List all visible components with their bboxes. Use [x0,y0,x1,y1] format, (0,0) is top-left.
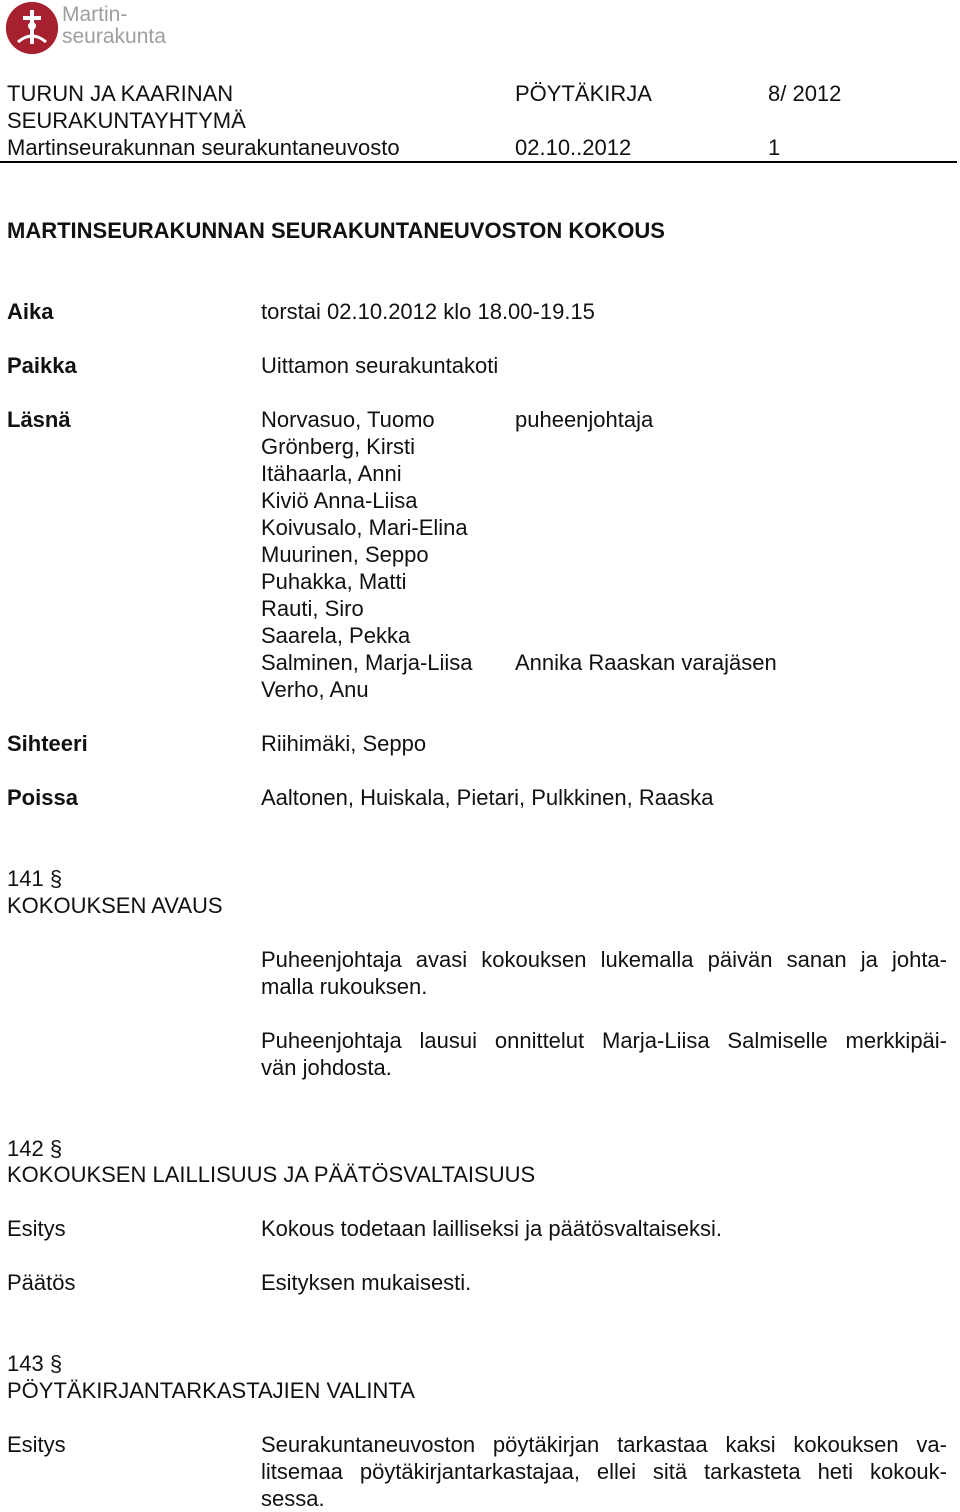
church-logo-icon [6,2,58,54]
paatos-label: Päätös [7,1270,76,1295]
present-member: Koivusalo, Mari-Elina [261,515,468,540]
paragraph-line: malla rukouksen. [261,974,428,999]
esitys-label: Esitys [7,1216,66,1241]
logo-line1: Martin- [62,3,128,26]
martin-seurakunta-logo [6,2,206,54]
doc-number: 8/ 2012 [768,81,842,106]
present-list [261,406,473,703]
poissa-label: Poissa [7,785,78,810]
present-member: Salminen, Marja-Liisa [261,650,473,675]
esitys-text: Kokous todetaan lailliseksi ja päätösvaltaiseksi. [261,1216,723,1241]
body-name: Martinseurakunnan seurakuntaneuvosto [7,135,400,160]
org-line1: TURUN JA KAARINAN [7,81,234,106]
poissa-value: Aaltonen, Huiskala, Pietari, Pulkkinen, Raaska [261,785,714,810]
section-141-heading: KOKOUKSEN AVAUS [7,893,223,918]
org-line2: SEURAKUNTAYHTYMÄ [7,108,246,133]
page-number: 1 [768,135,781,160]
paragraph-line: vän johdosta. [261,1055,392,1080]
aika-value: torstai 02.10.2012 klo 18.00-19.15 [261,299,595,324]
section-number: 142 [7,1136,44,1161]
sihteeri-value: Riihimäki, Seppo [261,731,427,756]
present-member: Muurinen, Seppo [261,542,429,567]
section-141-number [7,865,62,892]
paragraph-line: sessa. [261,1486,325,1511]
section-symbol: § [49,1136,63,1161]
present-member: Saarela, Pekka [261,623,411,648]
header-rule [0,161,957,163]
paragraph-line: Seurakuntaneuvoston pöytäkirjan tarkastaa kaksi kokouksen va- [261,1432,947,1457]
present-member: Norvasuo, Tuomo [261,407,435,432]
logo-text [62,4,166,48]
role-chair: puheenjohtaja [515,407,654,432]
paikka-label: Paikka [7,353,77,378]
section-143-heading: PÖYTÄKIRJANTARKASTAJIEN VALINTA [7,1378,415,1403]
logo-line2: seurakunta [62,25,166,48]
doc-type: PÖYTÄKIRJA [515,81,652,106]
section-142-number [7,1135,62,1162]
section-141-paragraph-1 [261,946,947,1000]
section-symbol: § [49,866,63,891]
lasna-label: Läsnä [7,407,71,432]
esitys-label: Esitys [7,1432,66,1457]
paragraph-line: Puheenjohtaja avasi kokouksen lukemalla päivän sanan ja johta- [261,947,947,972]
meeting-date: 02.10..2012 [515,135,632,160]
present-member: Grönberg, Kirsti [261,434,416,459]
section-143-number [7,1350,62,1377]
present-member: Rauti, Siro [261,596,364,621]
section-symbol: § [49,1351,63,1376]
paragraph-line: litsemaa pöytäkirjantarkastajaa, ellei sitä tarkasteta heti kokouk- [261,1459,947,1484]
section-142-heading: KOKOUKSEN LAILLISUUS JA PÄÄTÖSVALTAISUUS [7,1162,536,1187]
page-title: MARTINSEURAKUNNAN SEURAKUNTANEUVOSTON KOKOUS [7,218,665,243]
paragraph-line: Puheenjohtaja lausui onnittelut Marja-Liisa Salmiselle merkkipäi- [261,1028,947,1053]
section-143-paragraph [261,1431,947,1512]
aika-label: Aika [7,299,54,324]
section-141-paragraph-2 [261,1027,947,1081]
paikka-value: Uittamon seurakuntakoti [261,353,499,378]
sihteeri-label: Sihteeri [7,731,88,756]
section-number: 143 [7,1351,44,1376]
section-number: 141 [7,866,44,891]
present-member: Verho, Anu [261,677,369,702]
present-member: Puhakka, Matti [261,569,407,594]
present-member: Itähaarla, Anni [261,461,402,486]
present-member: Kiviö Anna-Liisa [261,488,418,513]
role-substitute: Annika Raaskan varajäsen [515,650,777,675]
paatos-text: Esityksen mukaisesti. [261,1270,472,1295]
